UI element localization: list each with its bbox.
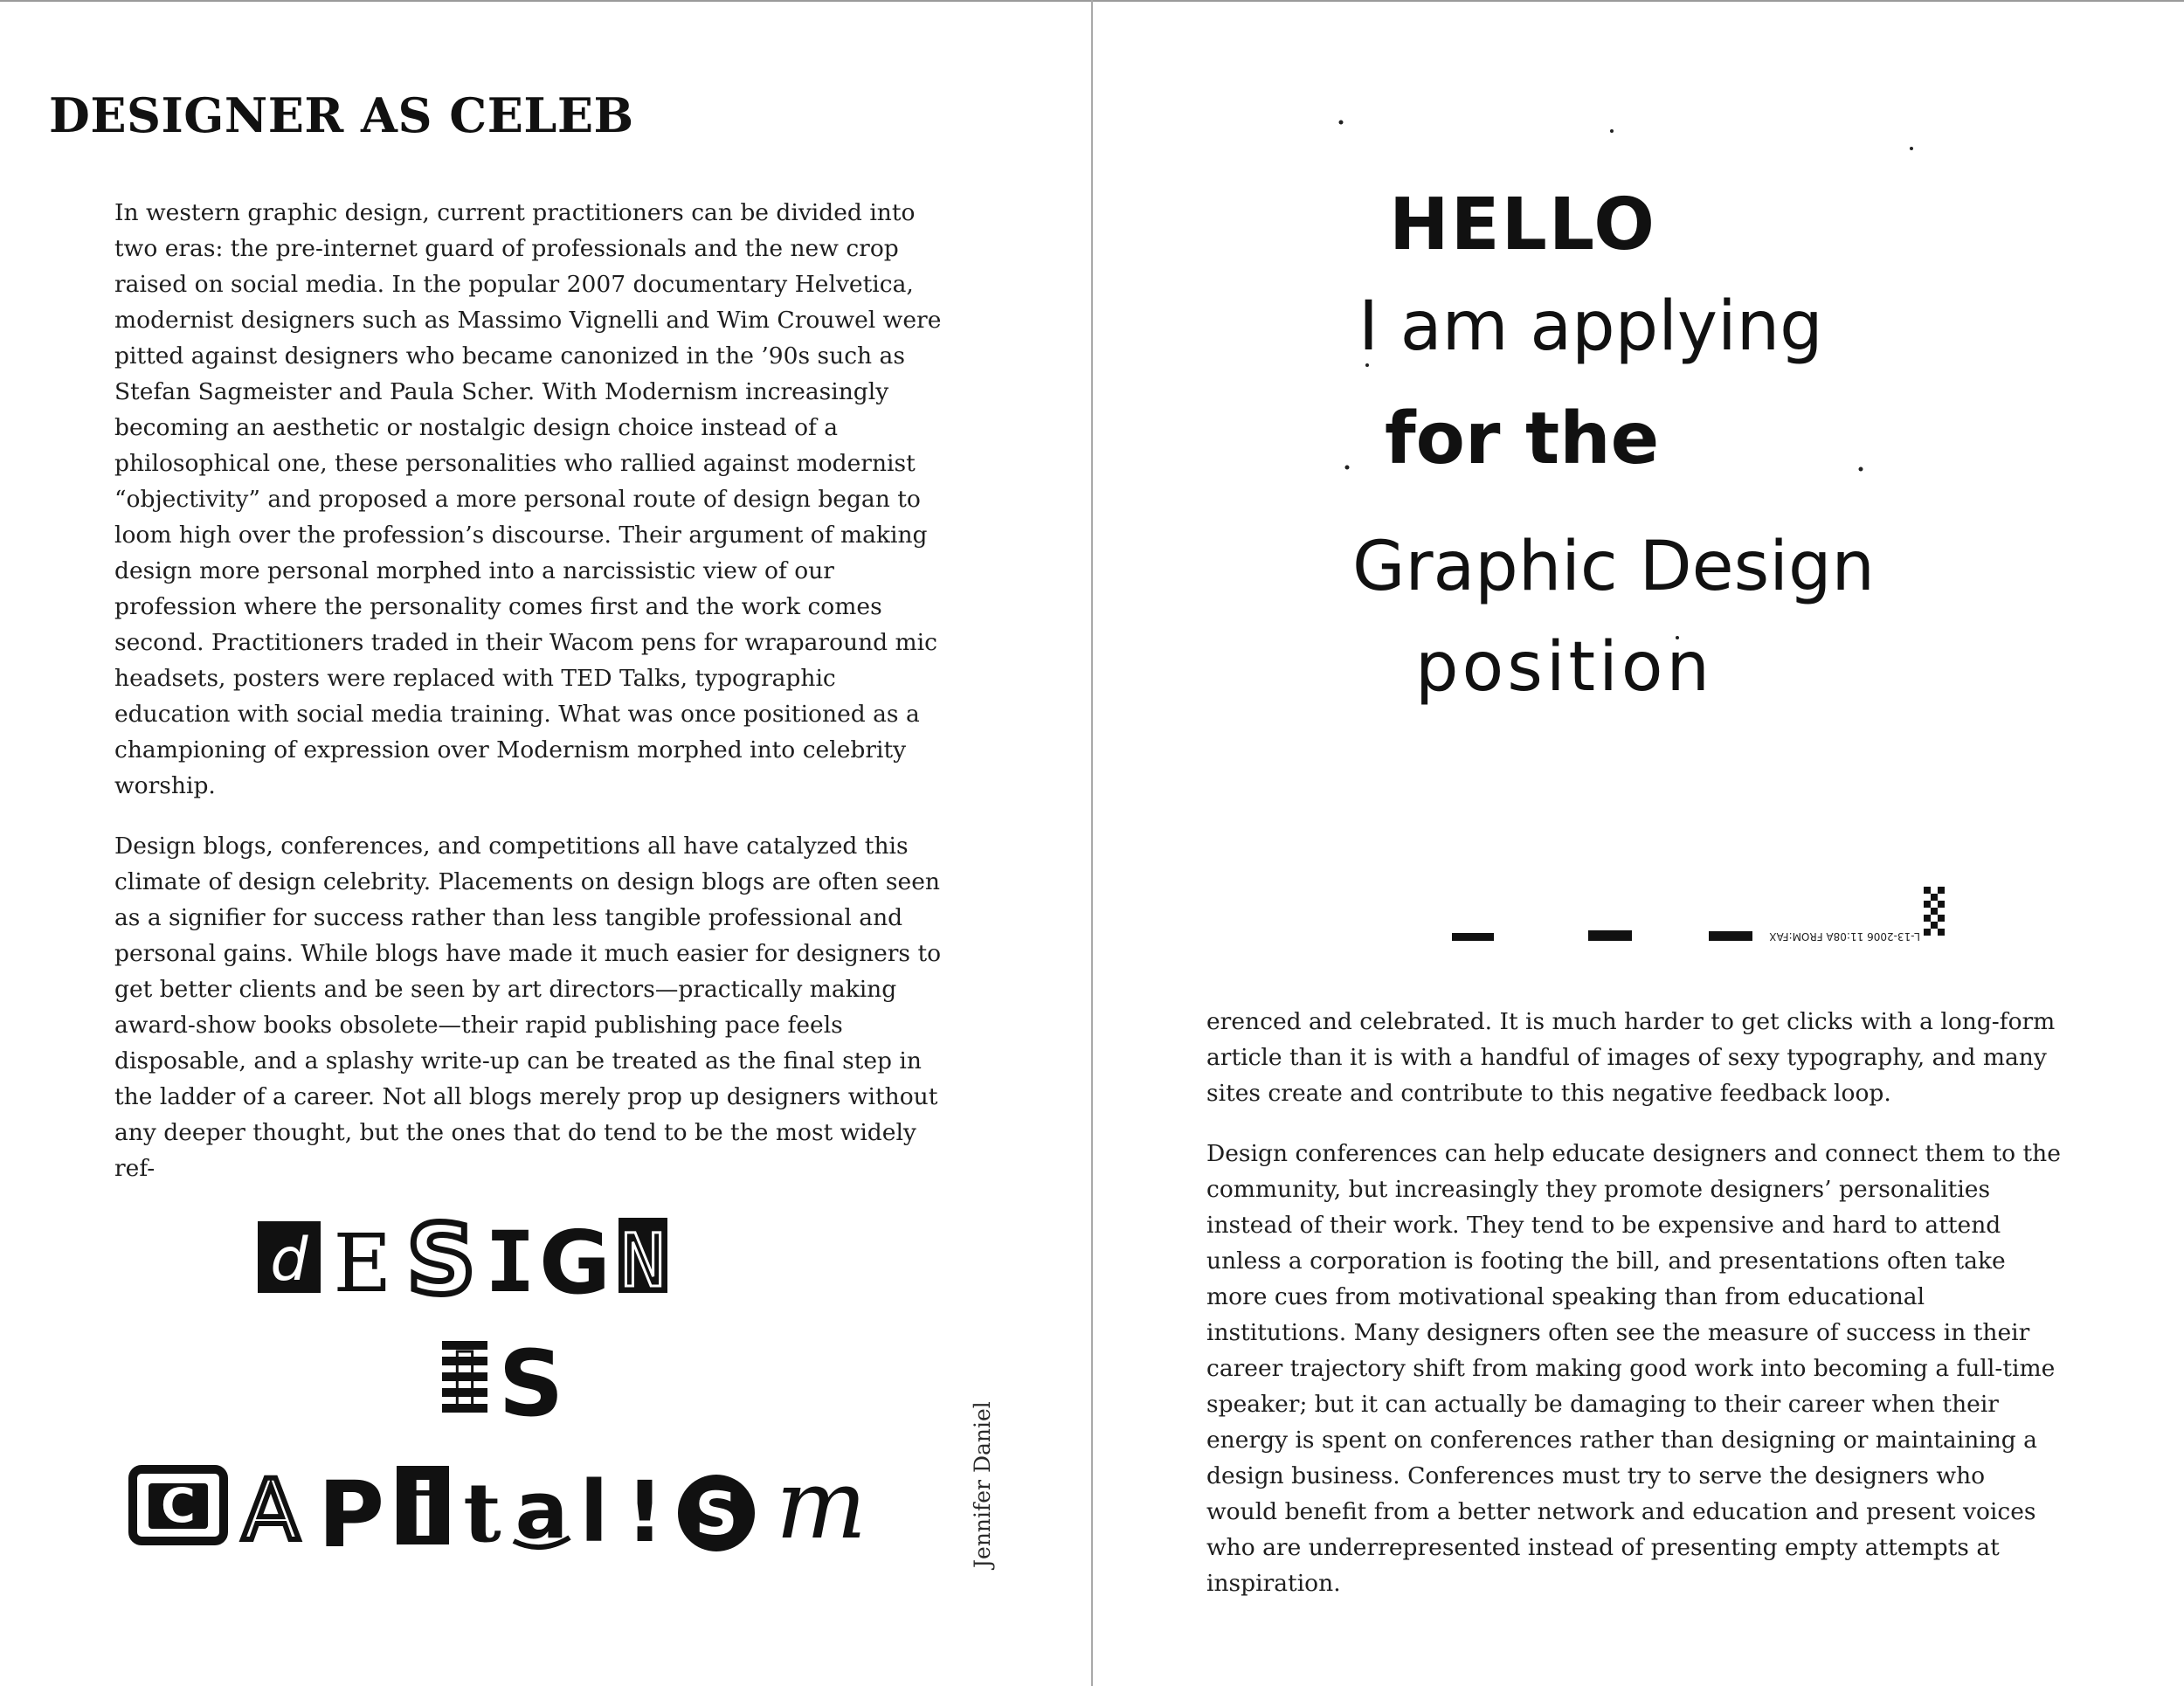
artwork-credit: Jennifer Daniel <box>970 1401 995 1568</box>
section-heading: DESIGNER AS CELEB <box>49 87 634 143</box>
ransom-letter: d <box>270 1226 308 1295</box>
ransom-letter: S <box>695 1480 738 1549</box>
handwritten-line: Graphic Design <box>1352 528 1875 606</box>
ransom-letter: A <box>242 1461 300 1559</box>
body-paragraph: Design conferences can help educate designers and connect them to the community, but increasingly they promote designers’ personalities instead of their work. They tend to be expensive and hard to attend unless a corporation is footing the bill, and presentations often take more cues from motivational speaking than from educational institutions. Many designers often see the measure of success in their career trajectory shift from making good work into becoming a full-time speaker; but it can actually be damaging to their career when their energy is spent on conferences rather than designing or maintaining a design business. Conferences must try to serve the designers who would benefit from a better network and education and present voices who are underrepresented instead of presenting empty attempts at inspiration. <box>1206 1140 2061 1597</box>
ransom-letter: S <box>498 1330 564 1437</box>
ransom-line-2 <box>442 1330 563 1437</box>
ransom-letter: I <box>485 1213 536 1311</box>
ransom-letter: l <box>579 1463 609 1561</box>
ransom-letter: t <box>463 1465 501 1561</box>
ransom-letter: i <box>410 1468 436 1553</box>
ransom-letter: P <box>317 1461 385 1568</box>
ransom-letter: m <box>775 1448 867 1560</box>
ransom-letter: S <box>406 1204 476 1316</box>
checker-block <box>1924 887 1945 936</box>
ransom-letter: G <box>538 1212 612 1314</box>
page-gutter <box>1091 0 1093 1686</box>
right-text-column <box>1206 1004 2063 1626</box>
body-paragraph: Design blogs, conferences, and competitions all have catalyzed this climate of design celebrity. Placements on design blogs are often seen as a signifier for success rather than less tangible professional and personal gains. While blogs have made it much easier for designers to get better clients and be seen by art directors—practically making award-show books obsolete—their rapid publishing pace feels disposable, and a splashy write-up can be treated as the final step in the ladder of a career. Not all blogs merely prop up designers without any deeper thought, but the ones that do tend to be the most widely ref- <box>114 833 942 1182</box>
handwritten-lines <box>1352 183 1875 707</box>
ransom-letter: I <box>449 1336 480 1429</box>
ransom-line-3 <box>133 1448 867 1568</box>
handwritten-line: HELLO <box>1389 183 1656 266</box>
body-paragraph: erenced and celebrated. It is much harder to get clicks with a long-form article than it is with a handful of images of sexy typography, and many sites create and contribute to this negative feedback loop. <box>1206 1008 2056 1107</box>
handwritten-fax-note <box>1223 87 2009 961</box>
ransom-letter: C <box>161 1478 196 1533</box>
ransom-line-1 <box>258 1204 667 1316</box>
handwritten-line: I am applying <box>1358 287 1823 366</box>
ransom-letter: E <box>333 1217 392 1310</box>
handwritten-line: position <box>1415 628 1713 707</box>
ransom-letter: ! <box>625 1463 664 1561</box>
body-paragraph: In western graphic design, current practitioners can be divided into two eras: the pre-internet guard of professionals and the new crop raised on social media. In the popular 2007 documentary Helvetica, modernist designers such as Massimo Vignelli and Wim Crouwel were pitted against designers who became canonized in the ’90s such as Stefan Sagmeister and Paula Scher. With Modernism increasingly becoming an aesthetic or nostalgic design choice instead of a philosophical one, these personalities who rallied against modernist “objectivity” and proposed a more personal route of design began to loom high over the profession’s discourse. Their argument of making design more personal morphed into a narcissistic view of our profession where the personality comes first and the work comes second. Practitioners traded in their Wacom pens for wraparound mic headsets, posters were replaced with TED Talks, typographic education with social media training. What was once positioned as a championing of expression over Modernism morphed into celebrity worship. <box>114 199 942 799</box>
fax-header-strip <box>1452 887 1945 943</box>
ransom-note-artwork <box>122 1188 943 1572</box>
handwritten-line: for the <box>1385 397 1660 480</box>
ransom-letter: N <box>620 1218 666 1303</box>
left-text-column <box>114 195 953 1211</box>
ransom-letter: a <box>515 1465 569 1557</box>
fax-footer-text: L-13-2006 11:08A FROM:FAX <box>1769 930 1920 943</box>
